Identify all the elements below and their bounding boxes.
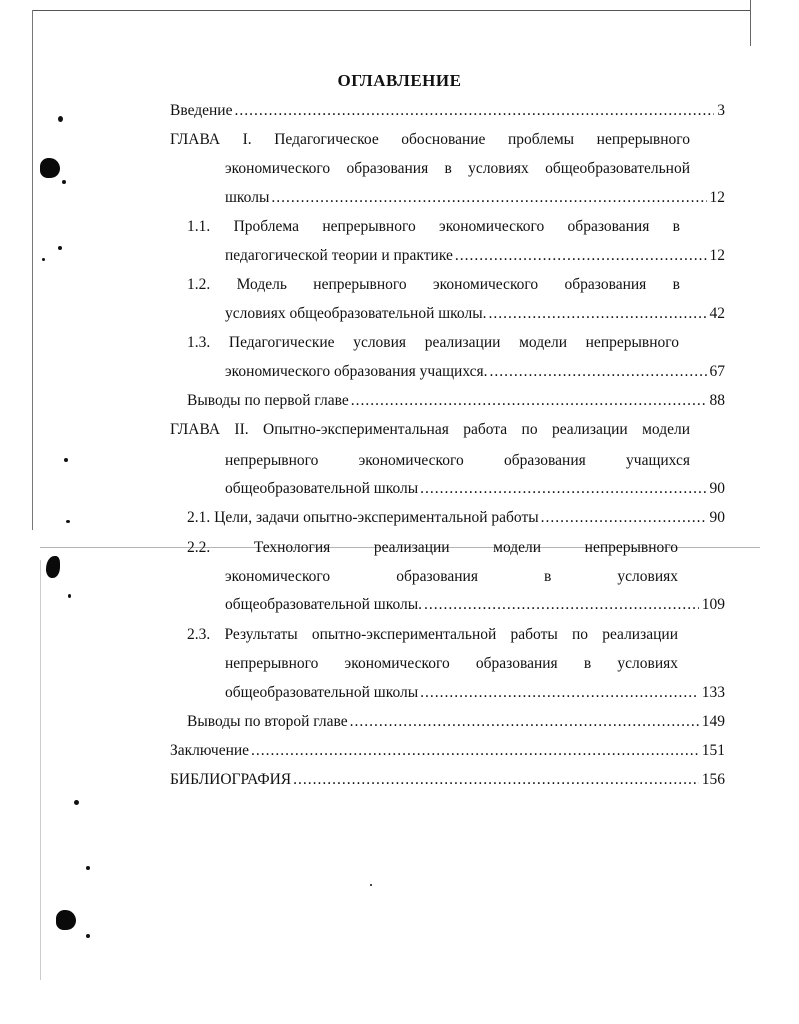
toc-entry-text: ГЛАВА I. Педагогическое обоснование проблемы непрерывного — [170, 131, 690, 148]
toc-entry-page: 88 — [709, 392, 725, 409]
leader-dots — [489, 303, 707, 325]
toc-entry-label: Выводы по первой главе — [187, 392, 349, 409]
leader-dots — [271, 187, 706, 209]
toc-entry-page: 90 — [709, 509, 725, 526]
toc-entry-page: 67 — [709, 363, 725, 380]
toc-entry-label: педагогической теории и практике — [225, 247, 453, 264]
toc-entry-1-2-line1[interactable] — [187, 274, 680, 296]
toc-entry-label: Введение — [170, 102, 233, 119]
toc-entry-label: Заключение — [170, 742, 250, 759]
toc-entry-chapter2-line3[interactable] — [225, 478, 725, 500]
toc-entry-text: ГЛАВА II. Опытно-экспериментальная работа по реализации модели — [170, 421, 690, 438]
toc-entry-bibliography[interactable] — [170, 769, 725, 791]
toc-entry-2-3-line1[interactable] — [187, 624, 678, 646]
toc-entry-1-2-line2[interactable] — [225, 303, 725, 325]
toc-entry-text: 2.3. Результаты опытно-экспериментальной работы по реализации — [187, 626, 678, 643]
leader-dots — [420, 478, 706, 500]
leader-dots — [424, 594, 699, 616]
leader-dots — [455, 245, 707, 267]
toc-entry-chapter1-line2[interactable] — [225, 158, 690, 180]
toc-entry-text: 1.1. Проблема непрерывного экономического образования в — [187, 218, 680, 235]
toc-entry-text: 2.2. Технология реализации модели непрерывного — [187, 539, 678, 556]
toc-entry-text: экономического образования в условиях общеобразовательной — [225, 160, 690, 177]
toc-entry-label: общеобразовательной школы — [225, 480, 419, 497]
toc-entry-text: 1.2. Модель непрерывного экономического образования в — [187, 276, 680, 293]
toc-entry-label: 2.1. Цели, задачи опытно-экспериментальной работы — [187, 509, 539, 526]
toc-entry-page: 42 — [709, 305, 725, 322]
toc-entry-1-1-line1[interactable] — [187, 216, 680, 238]
toc-entry-2-2-line2[interactable] — [225, 566, 678, 588]
toc-entry-conclusion[interactable] — [170, 740, 725, 762]
toc-entry-page: 151 — [701, 742, 725, 759]
toc-entry-chapter1-line3[interactable] — [225, 187, 725, 209]
toc-entry-text: непрерывного экономического образования учащихся — [225, 452, 690, 469]
toc-entry-2-1[interactable] — [187, 507, 725, 529]
toc-entry-1-3-line1[interactable] — [187, 332, 679, 354]
leader-dots — [351, 390, 707, 412]
toc-entry-page: 12 — [709, 247, 725, 264]
toc-entry-page: 90 — [709, 480, 725, 497]
toc-entry-chapter1-line1[interactable] — [170, 129, 690, 151]
leader-dots — [541, 507, 707, 529]
toc-entry-label: условиях общеобразовательной школы. — [225, 305, 487, 322]
toc-entry-text: экономического образования в условиях — [225, 568, 678, 585]
toc-entry-page: 3 — [717, 102, 725, 119]
toc-entry-2-3-line3[interactable] — [225, 682, 725, 704]
toc-entry-conclusion-ch2[interactable] — [187, 711, 725, 733]
toc-entry-2-3-line2[interactable] — [225, 653, 678, 675]
toc-entry-label: БИБЛИОГРАФИЯ — [170, 771, 292, 788]
toc-entry-label: общеобразовательной школы — [225, 684, 419, 701]
toc-entry-intro[interactable] — [170, 100, 725, 122]
toc-entry-1-1-line2[interactable] — [225, 245, 725, 267]
leader-dots — [251, 740, 699, 762]
leader-dots — [234, 100, 714, 122]
toc-entry-page: 133 — [701, 684, 725, 701]
leader-dots — [293, 769, 699, 791]
leader-dots — [350, 711, 699, 733]
toc-entry-page: 12 — [709, 189, 725, 206]
toc-entry-label: Выводы по второй главе — [187, 713, 348, 730]
toc-entry-label: общеобразовательной школы. — [225, 596, 423, 613]
toc-entry-2-2-line1[interactable] — [187, 537, 678, 559]
toc-entry-text: 1.3. Педагогические условия реализации модели непрерывного — [187, 334, 679, 351]
toc-entry-text: непрерывного экономического образования в условиях — [225, 655, 678, 672]
toc-entry-chapter2-line2[interactable] — [225, 450, 690, 472]
toc-entry-label: школы — [225, 189, 270, 206]
toc-entry-page: 156 — [701, 771, 725, 788]
toc-entry-2-2-line3[interactable] — [225, 594, 725, 616]
toc-entry-label: экономического образования учащихся. — [225, 363, 488, 380]
toc-entry-page: 149 — [701, 713, 725, 730]
toc-title: ОГЛАВЛЕНИЕ — [337, 71, 462, 90]
toc-entry-conclusion-ch1[interactable] — [187, 390, 725, 412]
toc-entry-page: 109 — [701, 596, 725, 613]
toc-entry-1-3-line2[interactable] — [225, 361, 725, 383]
leader-dots — [490, 361, 707, 383]
leader-dots — [420, 682, 699, 704]
toc-entry-chapter2-line1[interactable] — [170, 419, 690, 441]
